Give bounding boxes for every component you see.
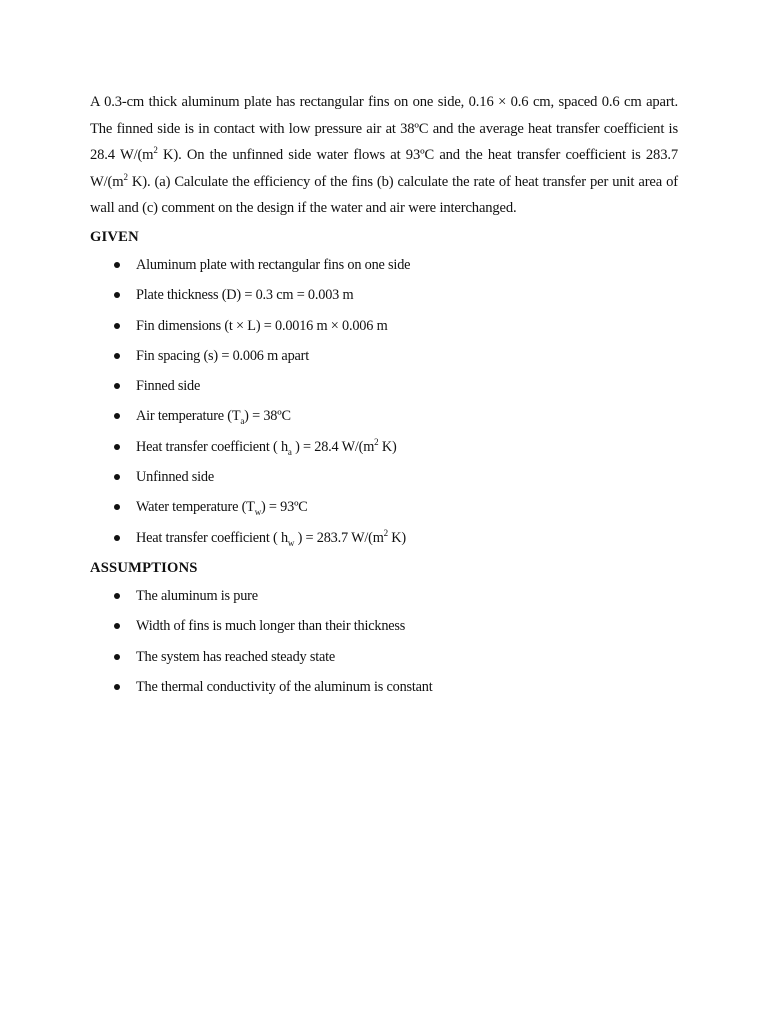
document-page xyxy=(90,89,678,702)
list-item: Water temperature $(T_w)$ = 93ºC xyxy=(90,492,678,522)
list-item: The thermal conductivity of the aluminum is constant xyxy=(90,672,678,702)
list-item: The aluminum is pure xyxy=(90,581,678,611)
bullet-icon xyxy=(114,504,120,510)
list-item: The system has reached steady state xyxy=(90,642,678,672)
list-item: Aluminum plate with rectangular fins on one side xyxy=(90,250,678,280)
list-item: Fin spacing (s) = 0.006 m apart xyxy=(90,341,678,371)
bullet-icon xyxy=(114,474,120,480)
bullet-icon xyxy=(114,444,120,450)
list-item: Heat transfer coefficient ( $h_a$ ) = 28.4 $W/(m^2$ K) xyxy=(90,432,678,462)
bullet-icon xyxy=(114,654,120,660)
bullet-icon xyxy=(114,292,120,298)
given-list xyxy=(90,250,678,553)
bullet-icon xyxy=(114,323,120,329)
bullet-icon xyxy=(114,262,120,268)
assumptions-heading: ASSUMPTIONS xyxy=(90,559,198,576)
list-item: Plate thickness (D) = 0.3 cm = 0.003 m xyxy=(90,280,678,310)
list-item: Unfinned side xyxy=(90,462,678,492)
list-item: Width of fins is much longer than their thickness xyxy=(90,611,678,641)
given-heading: GIVEN xyxy=(90,228,139,245)
bullet-icon xyxy=(114,353,120,359)
list-item: Fin dimensions (t × L) = 0.0016 m × 0.006 m xyxy=(90,311,678,341)
problem-statement: A 0.3-cm thick aluminum plate has rectangular fins on one side, 0.16 × 0.6 cm, spaced 0.6 cm apart. The finned side is in contact with low pressure air at 38ºC and the average heat transfer coefficient is 28.4 $W/(m^2$ K). On the unfinned side water flows at 93ºC and the heat transfer coefficient is 283.7 $W/(m^2$ K). (a) Calculate the efficiency of the fins (b) calculate the rate of heat transfer per unit area of wall and (c) comment on the design if the water and air were interchanged. xyxy=(90,94,678,217)
bullet-icon xyxy=(114,684,120,690)
bullet-icon xyxy=(114,413,120,419)
bullet-icon xyxy=(114,535,120,541)
bullet-icon xyxy=(114,383,120,389)
bullet-icon xyxy=(114,593,120,599)
list-item: Heat transfer coefficient ( $h_w$ ) = 283.7 $W/(m^2$ K) xyxy=(90,523,678,553)
bullet-icon xyxy=(114,623,120,629)
assumptions-list xyxy=(90,581,678,702)
list-item: Finned side xyxy=(90,371,678,401)
list-item: Air temperature $(T_a)$ = 38ºC xyxy=(90,401,678,431)
